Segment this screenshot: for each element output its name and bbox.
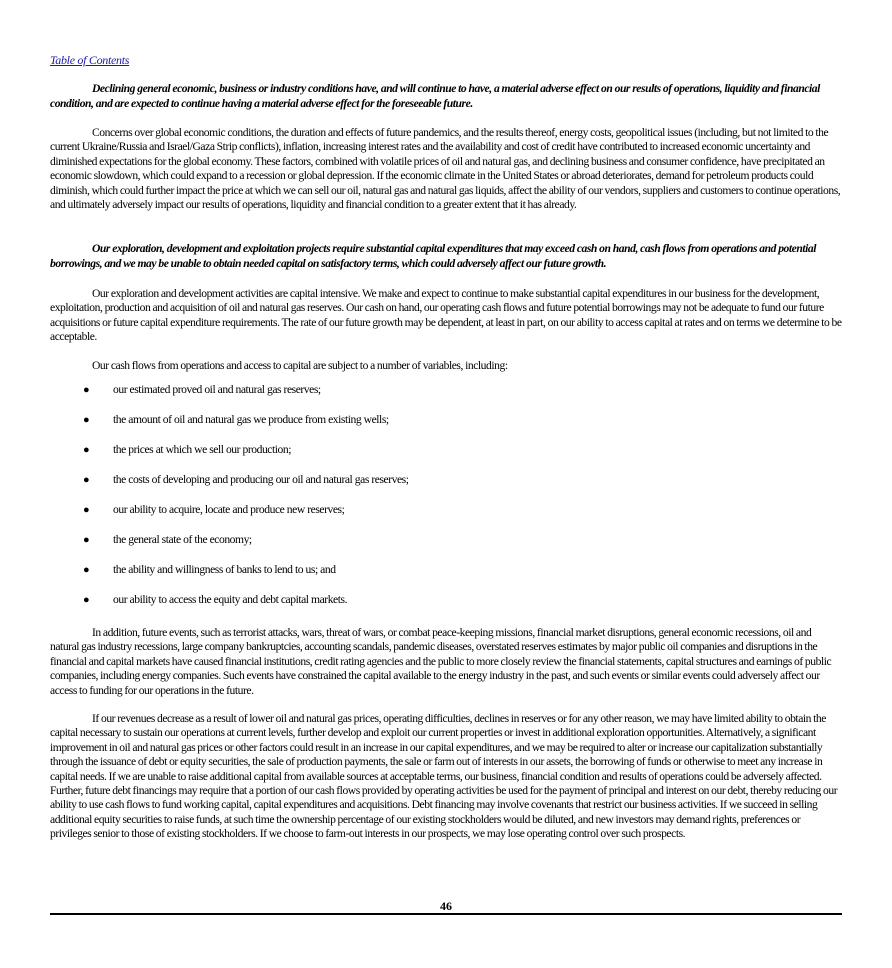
- bullet-icon: ●: [83, 414, 90, 426]
- list-item: ● the ability and willingness of banks to lend to us; and: [83, 563, 336, 576]
- list-item: ● our estimated proved oil and natural gas reserves;: [83, 383, 321, 396]
- bullet-icon: ●: [83, 594, 90, 606]
- paragraph-capital-intensive: Our exploration and development activities are capital intensive. We make and expect to continue to make substantial capital expenditures in our business for the development, exploitation, production and acquisition of oil and natural gas reserves. Our cash on hand, our operating cash flows and future potential borrowings may not be adequate to fund our future acquisitions or future capital expenditure requirements. The rate of our future growth may be dependent, at least in part, on our ability to access capital at rates and on terms we determine to be acceptable.: [50, 287, 842, 344]
- bullet-icon: ●: [83, 564, 90, 576]
- bullet-icon: ●: [83, 474, 90, 486]
- bullet-icon: ●: [83, 444, 90, 456]
- table-of-contents-link[interactable]: Table of Contents: [50, 53, 130, 67]
- list-item: ● our ability to access the equity and debt capital markets.: [83, 593, 348, 606]
- list-item: ● the prices at which we sell our production;: [83, 443, 292, 456]
- list-item: ● our ability to acquire, locate and produce new reserves;: [83, 503, 345, 516]
- bullet-icon: ●: [83, 384, 90, 396]
- bullet-icon: ●: [83, 504, 90, 516]
- list-item: ● the general state of the economy;: [83, 533, 252, 546]
- footer-divider: [50, 913, 842, 915]
- variables-bullet-list: [50, 383, 842, 623]
- bullet-icon: ●: [83, 534, 90, 546]
- paragraph-future-events: In addition, future events, such as terrorist attacks, wars, threat of wars, or combat peace-keeping missions, financial market disruptions, general economic recessions, oil and natural gas industry recessions, large company bankruptcies, accounting scandals, pandemic diseases, overstated reserves estimates by major public oil companies and disruptions in the financial and capital markets have caused financial institutions, credit rating agencies and the public to more closely review the financial statements, capital structures and earnings of public companies, including energy companies. Such events have constrained the capital available to the energy industry in the past, and such events or similar events could adversely affect our access to funding for our operations in the future.: [50, 626, 832, 697]
- list-item: ● the amount of oil and natural gas we produce from existing wells;: [83, 413, 389, 426]
- paragraph-economic-concerns: Concerns over global economic conditions, the duration and effects of future pandemics, and the results thereof, energy costs, geopolitical issues (including, but not limited to the current Ukraine/Russia and Israel/Gaza Strip conflicts), inflation, increasing interest rates and the availability and cost of credit have contributed to increased economic uncertainty and diminished expectations for the global economy. These factors, combined with volatile prices of oil and natural gas, and declining business and consumer confidence, have precipitated an economic slowdown, which could expand to a recession or global depression. If the economic climate in the United States or abroad deteriorates, demand for petroleum products could diminish, which could further impact the price at which we can sell our oil, natural gas and natural gas liquids, affect the ability of our vendors, suppliers and customers to continue operations, and ultimately adversely impact our results of operations, liquidity and financial condition to a greater extent that it has already.: [50, 126, 841, 212]
- risk-heading-capital-expenditures: Our exploration, development and exploitation projects require substantial capital expenditures that may exceed cash on hand, cash flows from operations and potential borrowings, and we may be unable to obtain needed capital on satisfactory terms, which could adversely affect our future growth.: [50, 242, 817, 270]
- risk-heading-economic-conditions: Declining general economic, business or industry conditions have, and will continue to have, a material adverse effect on our results of operations, liquidity and financial condition, and are expected to continue having a material adverse effect for the foreseeable future.: [50, 82, 820, 110]
- paragraph-revenue-decrease: If our revenues decrease as a result of lower oil and natural gas prices, operating difficulties, declines in reserves or for any other reason, we may have limited ability to obtain the capital necessary to sustain our operations at current levels, further develop and exploit our current properties or invest in additional exploration opportunities. Alternatively, a significant improvement in oil and natural gas prices or other factors could result in an increase in our capital expenditures, and we may be required to alter or increase our capitalization substantially through the issuance of debt or equity securities, the sale of production payments, the sale or farm out of interests in our assets, the borrowing of funds or otherwise to meet any increase in capital needs. If we are unable to raise additional capital from available sources at acceptable terms, our business, financial condition and results of operations could be adversely affected. Further, future debt financings may require that a portion of our cash flows provided by operating activities be used for the payment of principal and interest on our debt, thereby reducing our ability to use cash flows to fund working capital, capital expenditures and acquisitions. Debt financing may involve covenants that restrict our business activities. If we succeed in selling additional equity securities to raise funds, at such time the ownership percentage of our existing stockholders would be diluted, and new investors may demand rights, preferences or privileges senior to those of existing stockholders. If we choose to farm-out interests in our prospects, we may lose operating control over such prospects.: [50, 712, 838, 841]
- paragraph-cash-flow-variables: Our cash flows from operations and access to capital are subject to a number of variables, including:: [92, 359, 508, 372]
- list-item: ● the costs of developing and producing our oil and natural gas reserves;: [83, 473, 409, 486]
- page-number: 46: [440, 899, 452, 913]
